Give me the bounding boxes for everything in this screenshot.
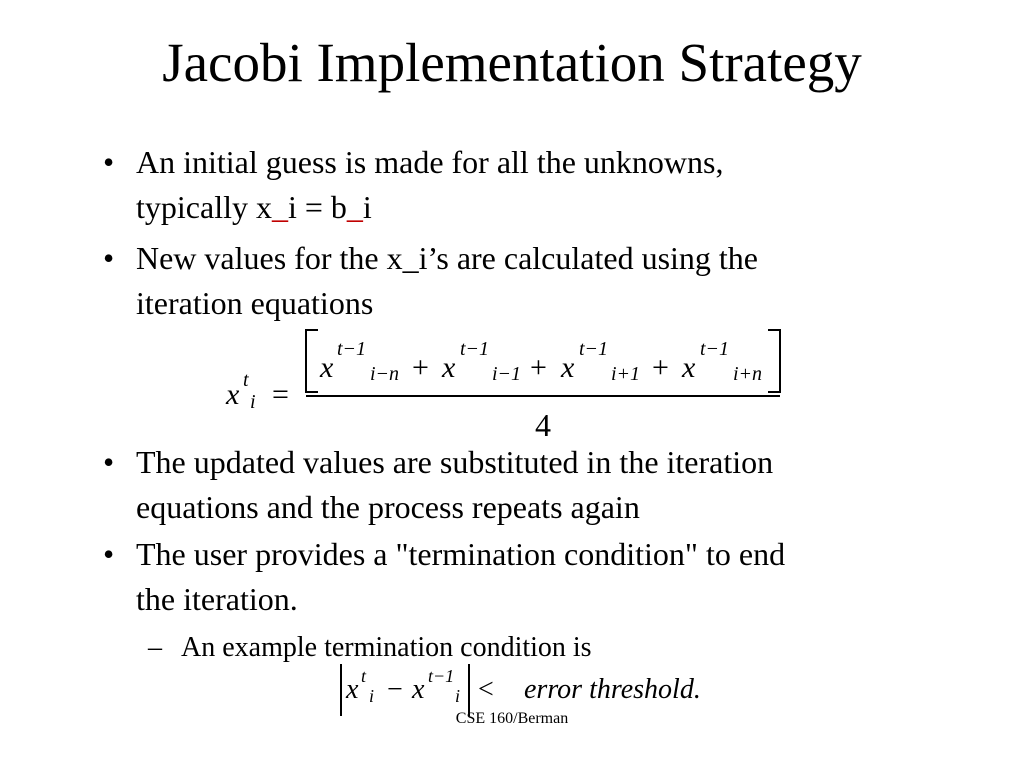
- bullet-text-line: typically x_i = b_i: [136, 189, 372, 225]
- eq-lhs-sup: t: [243, 369, 249, 391]
- eq-plus: +: [530, 351, 547, 384]
- term-var-2: x: [412, 674, 425, 705]
- bullet-text-line: the iteration.: [136, 581, 298, 617]
- term-sup-1: t: [361, 666, 367, 686]
- term-var-1: x: [346, 674, 359, 705]
- eq-term-var: x: [442, 351, 456, 384]
- eq-plus: +: [412, 351, 429, 384]
- sub-bullet-dash: –: [148, 632, 162, 663]
- term-sup-2: t−1: [428, 666, 455, 686]
- term-sub-2: i: [455, 686, 461, 706]
- eq-term-sub: i+n: [733, 363, 763, 385]
- bullet-dot: •: [103, 144, 115, 180]
- eq-term-sub: i−n: [370, 363, 400, 385]
- red-underscore: _: [346, 189, 363, 225]
- eq-term-sub: i−1: [492, 363, 522, 385]
- slide-title: Jacobi Implementation Strategy: [162, 32, 862, 93]
- eq-term-var: x: [561, 351, 575, 384]
- sub-bullet-text: An example termination condition is: [181, 632, 592, 663]
- bullet-dot: •: [103, 240, 115, 276]
- bullet-dot: •: [103, 536, 115, 572]
- bullet-text-line: The user provides a "termination condition" to end: [136, 536, 786, 572]
- eq-lhs-sub: i: [250, 391, 256, 413]
- term-minus: −: [387, 674, 403, 705]
- eq-term-sup: t−1: [700, 338, 730, 360]
- eq-lhs-var: x: [226, 378, 240, 411]
- bullet-text-line: The updated values are substituted in the iteration: [136, 444, 774, 480]
- bullet-text-line: iteration equations: [136, 285, 374, 321]
- eq-denominator: 4: [535, 407, 551, 443]
- bullet-text-line: equations and the process repeats again: [136, 489, 640, 525]
- eq-term-var: x: [320, 351, 334, 384]
- eq-term-sup: t−1: [460, 338, 490, 360]
- term-sub-1: i: [369, 686, 375, 706]
- bullet-text-line: An initial guess is made for all the unknowns,: [136, 144, 724, 180]
- slide-footer: CSE 160/Berman: [455, 710, 569, 727]
- eq-term-sub: i+1: [611, 363, 641, 385]
- term-rhs: error threshold.: [524, 674, 701, 705]
- eq-term-sup: t−1: [337, 338, 367, 360]
- eq-equals: =: [272, 378, 289, 411]
- red-underscore: _: [271, 189, 288, 225]
- eq-plus: +: [652, 351, 669, 384]
- bullet-dot: •: [103, 444, 115, 480]
- eq-term-var: x: [682, 351, 696, 384]
- term-less-than: <: [478, 674, 494, 705]
- bullet-text-line: New values for the x_i’s are calculated using the: [136, 240, 758, 276]
- eq-term-sup: t−1: [579, 338, 609, 360]
